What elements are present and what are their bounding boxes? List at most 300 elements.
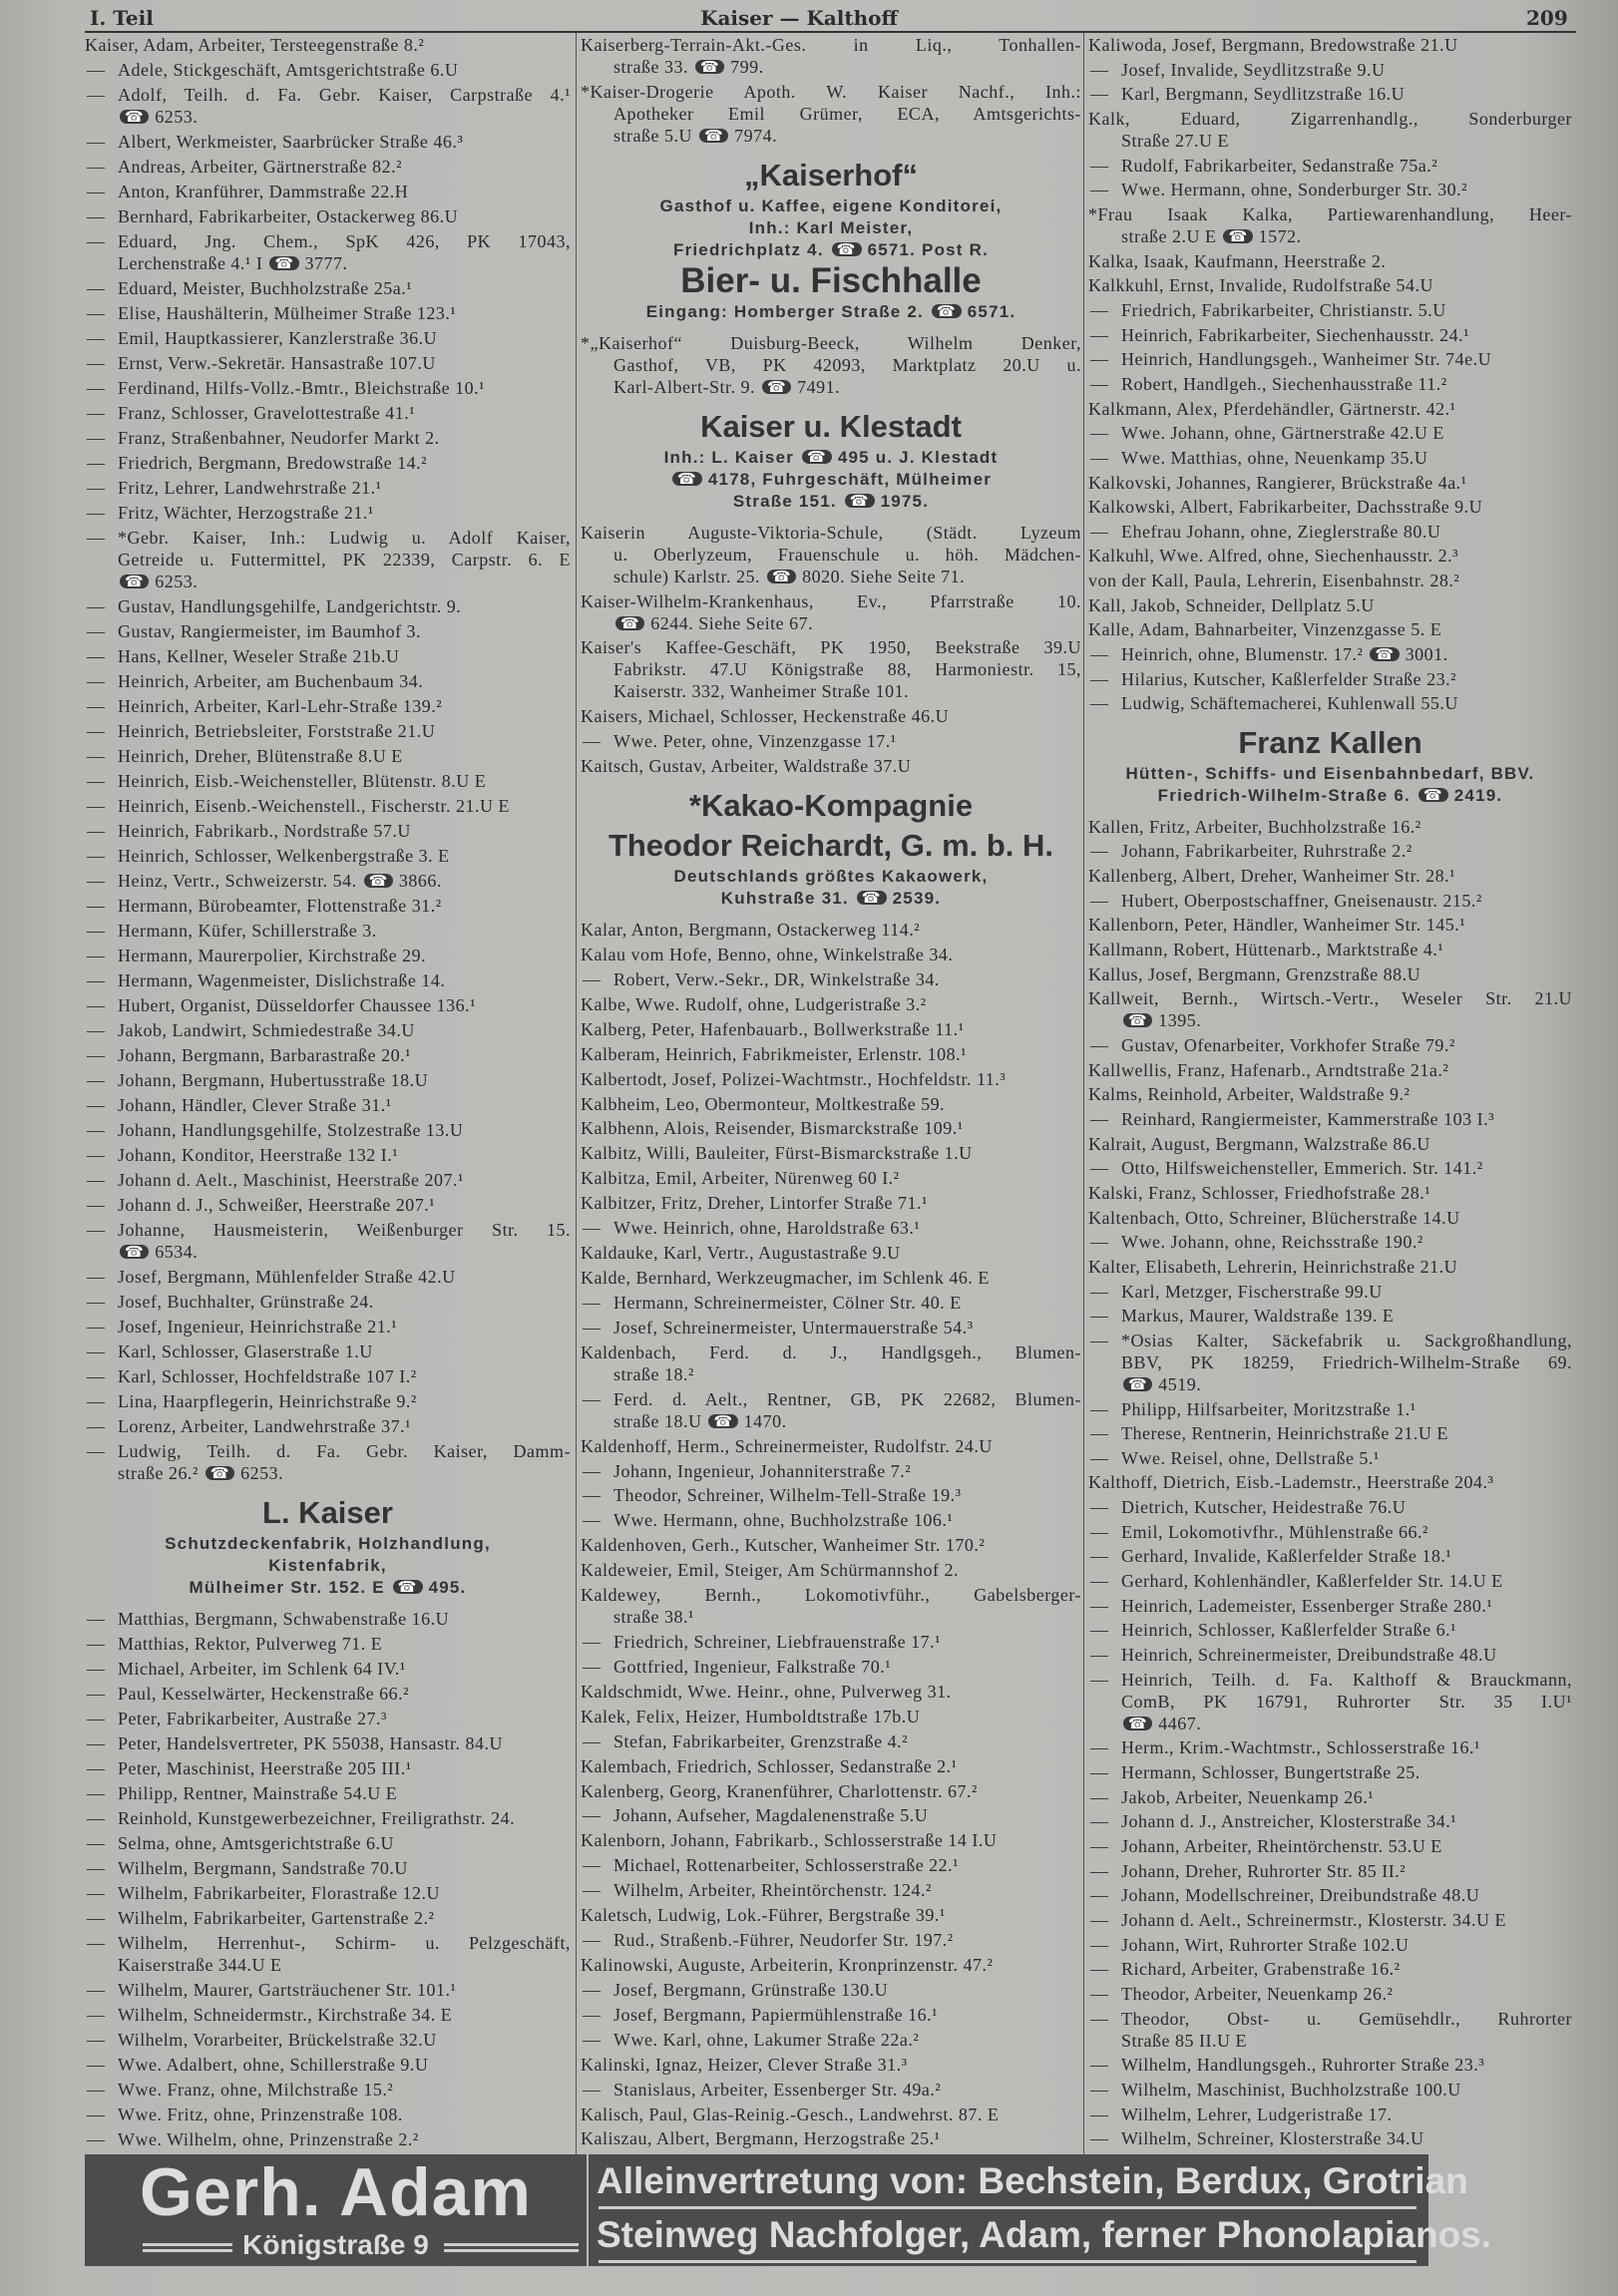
directory-entry <box>85 1194 571 1216</box>
directory-entry <box>85 845 571 867</box>
directory-entry <box>85 34 571 56</box>
telephone-icon: ☎ <box>832 242 862 256</box>
telephone-icon: ☎ <box>120 1245 149 1259</box>
directory-entry <box>581 1317 1081 1339</box>
directory-entry <box>85 502 571 524</box>
decorative-rule <box>444 2243 579 2246</box>
entry-line: Hilarius, Kutscher, Kaßlerfelder Straße 23.² <box>1121 668 1457 689</box>
directory-entry <box>1088 545 1572 567</box>
directory-entry <box>581 2054 1081 2076</box>
directory-entry <box>85 402 571 424</box>
repeat-name-dash: — <box>1090 1959 1109 1980</box>
directory-entry <box>85 945 571 966</box>
directory-entry <box>1088 1595 1572 1617</box>
entry-line: Kalski, Franz, Schlosser, Friedhofstraße 28.¹ <box>1088 1182 1431 1203</box>
entry-line: Paul, Kesselwärter, Heckenstraße 66.² <box>118 1684 410 1704</box>
entry-line: Karl, Schlosser, Hochfeldstraße 107 I.² <box>118 1366 417 1386</box>
repeat-name-dash: — <box>87 231 106 251</box>
entry-line: Wilhelm, Lehrer, Ludgeristraße 17. <box>1121 2104 1393 2124</box>
directory-entry <box>1088 2008 1572 2052</box>
entry-line: Wwe. Reisel, ohne, Dellstraße 5.¹ <box>1121 1447 1380 1468</box>
directory-entry <box>1088 324 1572 346</box>
advertisement-detail: Straße 151. ☎ 1975. <box>732 491 930 511</box>
directory-entry <box>1088 668 1572 690</box>
repeat-name-dash: — <box>583 968 602 989</box>
entry-line: Kaldeweier, Emil, Steiger, Am Schürmannshof 2. <box>581 1560 959 1581</box>
directory-entry <box>85 1144 571 1166</box>
entry-line: Straße 27.U E <box>1121 130 1229 151</box>
directory-entry <box>1088 890 1572 912</box>
entry-line: Johann, Arbeiter, Rheintörchenstr. 53.U E <box>1121 1836 1442 1856</box>
telephone-icon: ☎ <box>1370 647 1399 661</box>
entry-line: Wilhelm, Handlungsgeh., Ruhrorter Straße 23.³ <box>1121 2055 1485 2076</box>
entry-line: *Frau Isaak Kalka, Partiewarenhandlung, Heer- <box>1088 203 1572 224</box>
directory-entry <box>1088 618 1572 640</box>
advertisement-franz-kallen <box>1088 723 1572 807</box>
entry-line: Robert, Handlgeh., Siechenhausstraße 11.² <box>1121 373 1447 394</box>
entry-line: Karl-Albert-Str. 9. ☎ 7491. <box>613 376 841 397</box>
directory-entry <box>581 993 1081 1015</box>
entry-line: Heinrich, Dreher, Blütenstraße 8.U E <box>118 746 403 766</box>
directory-entry <box>1088 179 1572 200</box>
repeat-name-dash: — <box>583 1292 602 1313</box>
directory-entry <box>1088 570 1572 591</box>
directory-entry <box>1088 1909 1572 1931</box>
repeat-name-dash: — <box>583 1805 602 1826</box>
directory-entry <box>581 705 1081 727</box>
repeat-name-dash: — <box>583 731 602 752</box>
entry-line: Theodor, Schreiner, Wilhelm-Tell-Straße 19.³ <box>613 1485 962 1506</box>
telephone-icon: ☎ <box>845 494 875 508</box>
directory-entry <box>581 1706 1081 1727</box>
directory-entry <box>85 1169 571 1191</box>
entry-line: Kalenborn, Johann, Fabrikarb., Schlosserstraße 14 I.U <box>581 1830 998 1851</box>
entry-line: Kallmann, Robert, Hüttenarb., Marktstraße 4.¹ <box>1088 940 1444 959</box>
entry-line: Kalrait, August, Bergmann, Walzstraße 86.U <box>1088 1133 1430 1154</box>
entry-line: Kalms, Reinhold, Arbeiter, Waldstraße 9.² <box>1088 1084 1411 1105</box>
repeat-name-dash: — <box>87 328 106 348</box>
directory-entry <box>85 277 571 299</box>
entry-line: Johann, Modellschreiner, Dreibundstraße 48.U <box>1121 1885 1480 1906</box>
directory-entry <box>85 230 571 274</box>
entry-line: Eduard, Jng. Chem., SpK 426, PK 17043, <box>118 231 571 251</box>
directory-entry <box>1088 1934 1572 1956</box>
repeat-name-dash: — <box>87 1733 106 1753</box>
directory-entry <box>1088 1570 1572 1592</box>
repeat-name-dash: — <box>1090 1909 1109 1930</box>
entry-line: Lina, Haarpflegerin, Heinrichstraße 9.² <box>118 1391 417 1411</box>
entry-line: Johann, Konditor, Heerstraße 132 I.¹ <box>118 1145 399 1165</box>
entry-line: Wwe. Heinrich, ohne, Haroldstraße 63.¹ <box>613 1218 921 1239</box>
repeat-name-dash: — <box>87 1933 106 1953</box>
directory-entry <box>581 1954 1081 1976</box>
entry-line: Kaiser's Kaffee-Geschäft, PK 1950, Beekstraße 39.U <box>581 637 1081 658</box>
entry-line: Kaldenhoven, Gerh., Kutscher, Wanheimer Str. 170.² <box>581 1535 986 1556</box>
repeat-name-dash: — <box>583 1460 602 1481</box>
repeat-name-dash: — <box>583 2004 602 2025</box>
entry-line: Kalisch, Paul, Glas-Reinig.-Gesch., Landwehrst. 87. E <box>581 2104 1000 2124</box>
directory-entry <box>85 1932 571 1976</box>
directory-entry <box>85 820 571 842</box>
directory-entry <box>581 1730 1081 1752</box>
page-number: 209 <box>1526 6 1568 30</box>
directory-entry <box>1088 2127 1572 2149</box>
repeat-name-dash: — <box>87 871 106 891</box>
entry-line: Heinrich, Betriebsleiter, Forststraße 21.U <box>118 721 436 741</box>
entry-line: Kalberg, Peter, Hafenbauarb., Bollwerkstraße 11.¹ <box>581 1018 965 1039</box>
entry-line: Peter, Fabrikarbeiter, Austraße 27.³ <box>118 1709 387 1728</box>
entry-line: Adele, Stickgeschäft, Amtsgerichtstraße 6.U <box>118 60 459 80</box>
entry-line: straße 2.U E ☎ 1572. <box>1121 225 1302 246</box>
directory-entry <box>1088 250 1572 272</box>
telephone-icon: ☎ <box>1123 1013 1152 1027</box>
entry-line: Heinrich, Fabrikarb., Nordstraße 57.U <box>118 821 411 841</box>
entry-line: Kalle, Adam, Bahnarbeiter, Vinzenzgasse 5. E <box>1088 619 1442 640</box>
repeat-name-dash: — <box>87 2005 106 2025</box>
directory-entry <box>85 2004 571 2026</box>
advertisement-banner-left <box>85 2154 587 2266</box>
entry-line: ☎ 4519. <box>1088 1373 1572 1395</box>
repeat-name-dash: — <box>87 1758 106 1778</box>
repeat-name-dash: — <box>87 1883 106 1903</box>
directory-entry <box>85 1119 571 1141</box>
advertisement-kaiser-klestadt <box>581 407 1081 513</box>
repeat-name-dash: — <box>87 896 106 916</box>
entry-line: Fritz, Lehrer, Landwehrstraße 21.¹ <box>118 478 382 498</box>
directory-entry <box>1088 1884 1572 1906</box>
entry-line: Kaitsch, Gustav, Arbeiter, Waldstraße 37.U <box>581 756 912 777</box>
directory-entry <box>85 1633 571 1655</box>
directory-entry <box>1088 108 1572 152</box>
entry-line: straße 18.U ☎ 1470. <box>613 1410 787 1431</box>
repeat-name-dash: — <box>87 970 106 990</box>
directory-entry <box>85 645 571 667</box>
telephone-icon: ☎ <box>699 129 728 143</box>
directory-entry <box>85 1069 571 1091</box>
entry-line: Straße 85 II.U E <box>1121 2030 1247 2051</box>
directory-entry <box>1088 1835 1572 1857</box>
entry-line: Ferdinand, Hilfs-Vollz.-Bmtr., Bleichstraße 10.¹ <box>118 378 486 398</box>
entry-line: Johann, Fabrikarbeiter, Ruhrstraße 2.² <box>1121 841 1413 862</box>
entry-line: Rudolf, Fabrikarbeiter, Sedanstraße 75a.² <box>1121 155 1438 176</box>
advertisement-title: Bier- u. Fischhalle <box>680 260 982 300</box>
entry-line: Kaletsch, Ludwig, Lok.-Führer, Bergstraße 39.¹ <box>581 1905 946 1926</box>
telephone-icon: ☎ <box>762 380 791 394</box>
entry-line: Markus, Maurer, Waldstraße 139. E <box>1121 1306 1395 1327</box>
directory-entry <box>85 895 571 917</box>
directory-entry <box>85 527 571 592</box>
entry-line: Gustav, Ofenarbeiter, Vorkhofer Straße 79.² <box>1121 1034 1455 1055</box>
entry-line: Johann, Dreher, Ruhrorter Str. 85 II.² <box>1121 1860 1407 1881</box>
entry-line: Johann, Handlungsgehilfe, Stolzestraße 13.U <box>118 1120 464 1140</box>
repeat-name-dash: — <box>87 1684 106 1704</box>
directory-entry <box>85 1882 571 1904</box>
directory-entry <box>1088 1133 1572 1155</box>
repeat-name-dash: — <box>87 353 106 373</box>
directory-entry <box>85 1266 571 1288</box>
entry-line: Kalkuhl, Wwe. Alfred, ohne, Siechenhausstr. 2.³ <box>1088 546 1458 567</box>
directory-entry <box>85 84 571 128</box>
entry-line: straße 33. ☎ 799. <box>613 57 764 77</box>
directory-entry <box>85 1658 571 1680</box>
directory-entry <box>85 969 571 991</box>
repeat-name-dash: — <box>1090 1983 1109 2004</box>
entry-line: Anton, Kranführer, Dammstraße 22.H <box>118 182 409 201</box>
entry-line: Gasthof, VB, PK 42093, Marktplatz 20.U u. <box>613 354 1081 375</box>
advertisement-detail: Kistenfabrik, <box>268 1556 387 1575</box>
entry-line: Kalbheim, Leo, Obermonteur, Moltkestraße 59. <box>581 1093 946 1114</box>
directory-entry <box>1088 1157 1572 1179</box>
directory-entry <box>85 1094 571 1116</box>
advertisement-detail: Schutzdeckenfabrik, Holzhandlung, <box>165 1534 491 1553</box>
directory-entry <box>1088 939 1572 960</box>
entry-line: Johann, Ingenieur, Johanniterstraße 7.² <box>613 1460 912 1481</box>
advertisement-l-kaiser <box>85 1493 571 1599</box>
repeat-name-dash: — <box>583 1930 602 1951</box>
repeat-name-dash: — <box>87 1441 106 1461</box>
entry-line: Johann, Bergmann, Barbarastraße 20.¹ <box>118 1045 411 1065</box>
entry-line: Heinrich, Eisb.-Weichensteller, Blütenstr. 8.U E <box>118 771 487 791</box>
entry-line: ☎ 6244. Siehe Seite 67. <box>581 612 1081 634</box>
repeat-name-dash: — <box>87 1292 106 1312</box>
entry-line: Kalinowski, Auguste, Arbeiterin, Kronprinzenstr. 47.² <box>581 1955 994 1976</box>
repeat-name-dash: — <box>1090 373 1109 394</box>
entry-line: Theodor, Arbeiter, Neuenkamp 26.² <box>1121 1983 1394 2004</box>
directory-entry <box>85 1608 571 1630</box>
repeat-name-dash: — <box>87 1858 106 1878</box>
telephone-icon: ☎ <box>672 472 702 486</box>
entry-line: Johann d. J., Anstreicher, Klosterstraße 34.¹ <box>1121 1811 1457 1832</box>
directory-entry <box>1088 1958 1572 1980</box>
repeat-name-dash: — <box>87 771 106 791</box>
entry-line: Heinrich, Schlosser, Welkenbergstraße 3. E <box>118 846 450 866</box>
directory-entry <box>1088 1496 1572 1518</box>
entry-line: Kaldewey, Bernh., Lokomotivführ., Gabelsberger- <box>581 1585 1081 1606</box>
entry-line: Wilhelm, Vorarbeiter, Brückelstraße 32.U <box>118 2030 437 2050</box>
entry-line: Hubert, Oberpostschaffner, Gneisenaustr. 215.² <box>1121 890 1482 911</box>
entry-line: Wilhelm, Maurer, Gartsträuchener Str. 101.¹ <box>118 1980 457 2000</box>
directory-column-left <box>85 34 571 2150</box>
repeat-name-dash: — <box>1090 1281 1109 1302</box>
entry-line: Reinhold, Kunstgewerbezeichner, Freiligrathstr. 24. <box>118 1808 516 1828</box>
entry-line: Heinrich, ohne, Blumenstr. 17.² ☎ 3001. <box>1121 644 1448 665</box>
directory-column-right <box>1088 34 1572 2150</box>
entry-line: Wilhelm, Schreiner, Klosterstraße 34.U <box>1121 2128 1424 2149</box>
repeat-name-dash: — <box>87 1145 106 1165</box>
repeat-name-dash: — <box>87 1634 106 1654</box>
directory-entry <box>1088 155 1572 177</box>
entry-line: Kalkowski, Albert, Fabrikarbeiter, Dachsstraße 9.U <box>1088 497 1483 518</box>
directory-entry <box>85 1044 571 1066</box>
directory-entry <box>581 1292 1081 1314</box>
directory-entry <box>581 1435 1081 1457</box>
repeat-name-dash: — <box>87 478 106 498</box>
directory-entry <box>1088 1256 1572 1278</box>
repeat-name-dash: — <box>1090 1521 1109 1542</box>
entry-line: Kalkovski, Johannes, Rangierer, Brückstraße 4a.¹ <box>1088 472 1467 493</box>
directory-entry <box>581 1217 1081 1239</box>
entry-line: Hans, Kellner, Weseler Straße 21b.U <box>118 646 400 666</box>
telephone-icon: ☎ <box>932 304 962 318</box>
directory-entry <box>581 755 1081 777</box>
entry-line: Philipp, Hilfsarbeiter, Moritzstraße 1.¹ <box>1121 1398 1416 1419</box>
entry-line: straße 38.¹ <box>613 1607 694 1628</box>
directory-entry <box>1088 2054 1572 2076</box>
entry-line: Rud., Straßenb.-Führer, Neudorfer Str. 197.² <box>613 1930 954 1951</box>
entry-line: Kaiser, Adam, Arbeiter, Tersteegenstraße 8.² <box>85 35 425 55</box>
repeat-name-dash: — <box>1090 1330 1109 1350</box>
decorative-rule <box>599 2260 1416 2263</box>
repeat-name-dash: — <box>87 1709 106 1728</box>
advertisement-line: Alleinvertretung von: Bechstein, Berdux, Grotrian <box>597 2160 1468 2201</box>
repeat-name-dash: — <box>87 1833 106 1853</box>
directory-entry <box>581 332 1081 398</box>
entry-line: Kaldenbach, Ferd. d. J., Handlgsgeh., Blumen- <box>581 1341 1081 1362</box>
repeat-name-dash: — <box>1090 644 1109 665</box>
repeat-name-dash: — <box>1090 1034 1109 1055</box>
entry-line: Kalbertodt, Josef, Polizei-Wachtmstr., Hochfeldstr. 11.³ <box>581 1068 1007 1089</box>
entry-line: Kaldenhoff, Herm., Schreinermeister, Rudolfstr. 24.U <box>581 1435 993 1456</box>
telephone-icon: ☎ <box>857 891 887 905</box>
directory-entry <box>1088 2079 1572 2101</box>
directory-entry <box>581 1559 1081 1581</box>
directory-entry <box>1088 963 1572 985</box>
directory-entry <box>581 2127 1081 2149</box>
directory-entry <box>581 1804 1081 1826</box>
directory-entry <box>85 1708 571 1729</box>
advertisement-detail: Mülheimer Str. 152. E ☎ 495. <box>189 1578 467 1597</box>
directory-entry <box>1088 422 1572 444</box>
repeat-name-dash: — <box>87 1070 106 1090</box>
entry-line: Wwe. Karl, ohne, Lakumer Straße 22a.² <box>613 2029 920 2050</box>
entry-line: Albert, Werkmeister, Saarbrücker Straße 46.³ <box>118 132 464 152</box>
repeat-name-dash: — <box>583 1218 602 1239</box>
entry-line: Kallenborn, Peter, Händler, Wanheimer Str. 145.¹ <box>1088 915 1466 936</box>
entry-line: Peter, Maschinist, Heerstraße 205 III.¹ <box>118 1758 412 1778</box>
entry-line: Jakob, Arbeiter, Neuenkamp 26.¹ <box>1121 1786 1375 1807</box>
entry-line: Wwe. Matthias, ohne, Neuenkamp 35.U <box>1121 447 1428 468</box>
repeat-name-dash: — <box>1090 1232 1109 1253</box>
entry-line: Heinrich, Arbeiter, Karl-Lehr-Straße 139.² <box>118 696 443 716</box>
repeat-name-dash: — <box>87 1120 106 1140</box>
entry-line: Hermann, Schlosser, Bungertstraße 25. <box>1121 1762 1420 1783</box>
entry-line: straße 18.² <box>613 1363 694 1384</box>
directory-entry <box>1088 1736 1572 1758</box>
entry-line: Kalbitzer, Fritz, Dreher, Lintorfer Straße 71.¹ <box>581 1193 928 1214</box>
directory-entry <box>85 2104 571 2125</box>
repeat-name-dash: — <box>87 946 106 965</box>
repeat-name-dash: — <box>87 1095 106 1115</box>
entry-line: Kallenberg, Albert, Dreher, Wanheimer Str. 28.¹ <box>1088 866 1455 887</box>
entry-line: *„Kaiserhof“ Duisburg-Beeck, Wilhelm Denker, <box>581 332 1081 353</box>
directory-entry <box>581 1904 1081 1926</box>
entry-line: Hubert, Organist, Düsseldorfer Chaussee 136.¹ <box>118 995 476 1015</box>
advertisement-detail: ☎ 4178, Fuhrgeschäft, Mülheimer <box>581 469 1081 491</box>
advertisement-title: Franz Kallen <box>1238 725 1422 761</box>
directory-entry <box>85 1440 571 1484</box>
repeat-name-dash: — <box>87 796 106 816</box>
telephone-icon: ☎ <box>1123 1717 1152 1730</box>
directory-entry <box>85 427 571 449</box>
directory-entry <box>85 205 571 227</box>
entry-line: Wwe. Adalbert, ohne, Schillerstraße 9.U <box>118 2055 429 2075</box>
entry-line: Matthias, Bergmann, Schwabenstraße 16.U <box>118 1609 450 1629</box>
entry-line: Kaiserstraße 344.U E <box>118 1955 282 1975</box>
entry-line: BBV, PK 18259, Friedrich-Wilhelm-Straße 69. <box>1121 1351 1572 1372</box>
entry-line: Friedrich, Bergmann, Bredowstraße 14.² <box>118 453 427 473</box>
repeat-name-dash: — <box>87 2030 106 2050</box>
directory-entry <box>1088 1281 1572 1303</box>
directory-entry <box>1088 1619 1572 1641</box>
directory-entry <box>1088 816 1572 838</box>
repeat-name-dash: — <box>1090 2079 1109 2100</box>
directory-entry <box>1088 1059 1572 1081</box>
repeat-name-dash: — <box>583 1880 602 1901</box>
directory-entry <box>581 1534 1081 1556</box>
directory-entry <box>581 730 1081 752</box>
repeat-name-dash: — <box>87 1980 106 2000</box>
entry-line: Matthias, Rektor, Pulverweg 71. E <box>118 1634 383 1654</box>
directory-column-middle <box>581 34 1081 2150</box>
advertisement-title: Theodor Reichardt, G. m. b. H. <box>607 828 1054 864</box>
telephone-icon: ☎ <box>205 1466 234 1480</box>
repeat-name-dash: — <box>1090 521 1109 542</box>
advertisement-detail: Gasthof u. Kaffee, eigene Konditorei, <box>659 195 1003 215</box>
entry-line: Stefan, Fabrikarbeiter, Grenzstraße 4.² <box>613 1730 909 1751</box>
directory-entry <box>1088 692 1572 714</box>
repeat-name-dash: — <box>87 921 106 941</box>
entry-line: Emil, Hauptkassierer, Kanzlerstraße 36.U <box>118 328 438 348</box>
directory-entry <box>1088 1471 1572 1493</box>
entry-line: Gustav, Handlungsgehilfe, Landgerichtstr. 9. <box>118 596 462 616</box>
entry-line: Lorenz, Arbeiter, Landwehrstraße 37.¹ <box>118 1416 412 1436</box>
entry-line: Wwe. Johann, ohne, Reichsstraße 190.² <box>1121 1232 1423 1253</box>
entry-line: Wwe. Franz, ohne, Milchstraße 15.² <box>118 2080 394 2100</box>
repeat-name-dash: — <box>1090 668 1109 689</box>
directory-entry <box>1088 1983 1572 2005</box>
entry-line: Kaltenbach, Otto, Schreiner, Blücherstraße 14.U <box>1088 1207 1460 1228</box>
directory-entry <box>85 1979 571 2001</box>
repeat-name-dash: — <box>1090 1571 1109 1592</box>
entry-line: Josef, Bergmann, Papiermühlenstraße 16.¹ <box>613 2004 938 2025</box>
directory-entry <box>581 636 1081 702</box>
advertisement-banner-right <box>589 2154 1492 2266</box>
entry-line: Kaisers, Michael, Schlosser, Heckenstraße 46.U <box>581 706 950 727</box>
directory-entry <box>581 1829 1081 1851</box>
repeat-name-dash: — <box>87 1195 106 1215</box>
entry-line: Johann, Aufseher, Magdalenenstraße 5.U <box>613 1805 929 1826</box>
directory-entry <box>85 2054 571 2076</box>
directory-entry <box>85 670 571 692</box>
entry-line: Hermann, Maurerpolier, Kirchstraße 29. <box>118 946 427 965</box>
repeat-name-dash: — <box>583 1485 602 1506</box>
directory-entry <box>85 620 571 642</box>
entry-line: Josef, Bergmann, Grünstraße 130.U <box>613 1979 889 2000</box>
entry-line: Kaldschmidt, Wwe. Heinr., ohne, Pulverweg 31. <box>581 1681 952 1702</box>
entry-line: Kall, Jakob, Schneider, Dellplatz 5.U <box>1088 594 1375 615</box>
decorative-rule <box>599 2206 1416 2209</box>
advertiser-name: Gerh. Adam <box>140 2154 532 2230</box>
entry-line: Kalinski, Ignaz, Heizer, Clever Straße 31.³ <box>581 2054 908 2075</box>
column-divider <box>1083 33 1084 2155</box>
repeat-name-dash: — <box>1090 84 1109 105</box>
directory-entry <box>1088 1231 1572 1253</box>
entry-line: Friedrich, Schreiner, Liebfrauenstraße 17.¹ <box>613 1632 942 1653</box>
entry-line: Johann, Wirt, Ruhrorter Straße 102.U <box>1121 1934 1410 1955</box>
directory-entry <box>85 1390 571 1412</box>
advertisement-detail: Friedrich-Wilhelm-Straße 6. ☎ 2419. <box>1157 786 1503 806</box>
directory-entry <box>581 1018 1081 1040</box>
